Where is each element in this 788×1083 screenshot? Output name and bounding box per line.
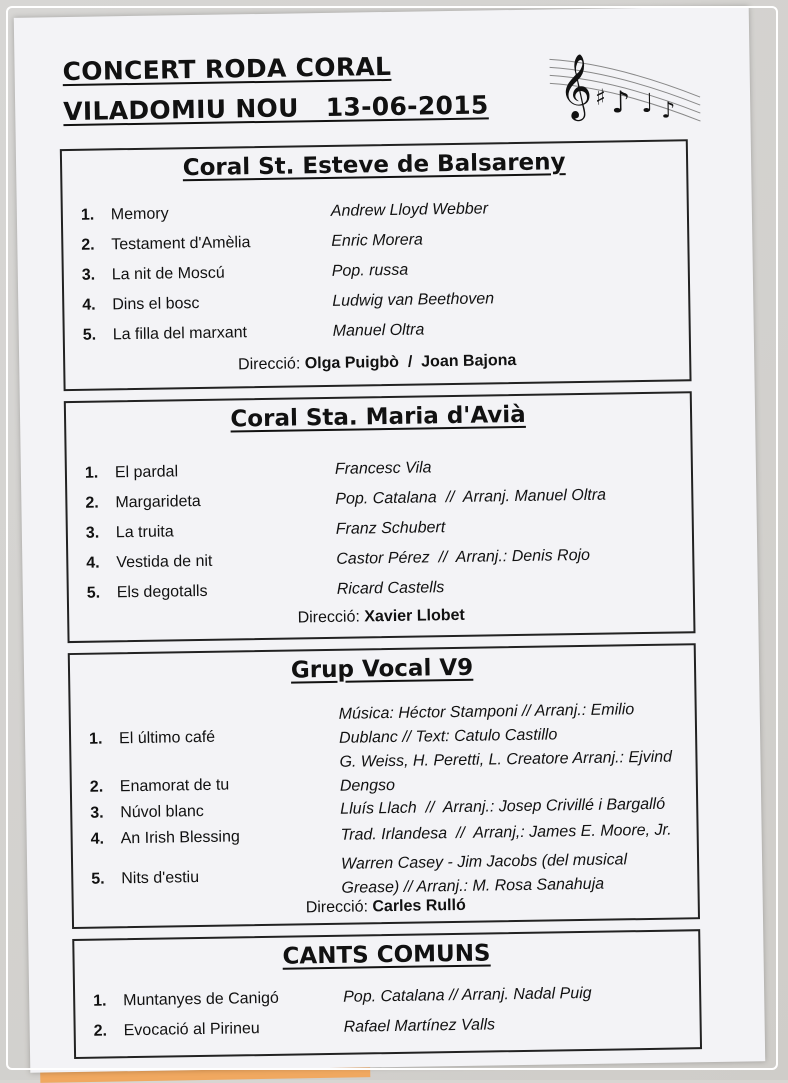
section-title: Coral St. Esteve de Balsareny [182,149,566,182]
program-title: CONCERT RODA CORAL [62,51,392,87]
music-notes-icon [544,37,705,130]
song-title: An Irish Blessing [120,828,240,848]
section-title: CANTS COMUNS [282,940,491,970]
song-title: Margarideta [115,492,201,512]
composer: Castor Pérez // Arranj.: Denis Rojo [336,546,591,568]
item-number: 4. [90,830,105,848]
item-number: 2. [89,778,104,796]
section-title: Coral Sta. Maria d'Avià [230,401,526,433]
item-number: 3. [81,266,96,284]
direction-line [65,349,689,377]
director-name: Xavier Llobet [364,606,465,626]
song-title: Muntanyes de Canigó [123,989,279,1010]
svg-text:♪: ♪ [610,85,631,121]
item-number: 3. [90,804,104,822]
item-number: 1. [84,464,99,482]
composer: Andrew Lloyd Webber [330,200,489,220]
item-number: 5. [86,584,101,602]
composer: Ludwig van Beethoven [332,290,495,310]
direction-label: Direcció: [237,355,301,374]
list-item [64,257,688,291]
list-item [68,545,692,579]
direction-label: Direcció: [297,608,360,627]
list-item [67,485,691,519]
song-title: Testament d'Amèlia [111,234,251,254]
section-title: Grup Vocal V9 [290,654,474,684]
director-name: Carles Rulló [372,896,466,916]
list-item [75,983,699,1017]
composer: Manuel Oltra [332,321,425,340]
item-number: 1. [80,206,95,224]
item-number: 1. [93,992,107,1010]
song-title: Dins el bosc [112,294,200,314]
director-name: Olga Puigbò / Joan Bajona [304,351,517,373]
composer: G. Weiss, H. Peretti, L. Creatore Arranj.: Ejvind Dengso [339,748,673,795]
list-item [63,227,687,261]
song-title: Núvol blanc [120,802,204,822]
item-number: 1. [88,730,103,748]
section-balsareny [60,139,692,391]
composer: Warren Casey - Jim Jacobs (del musical Grease) // Arranj.: M. Rosa Sanahuja [340,851,628,897]
song-title: La nit de Moscú [111,264,225,284]
item-number: 4. [82,296,96,314]
song-title: Nits d'estiu [121,869,200,888]
composer: Pop. Catalana // Arranj. Nadal Puig [343,984,592,1006]
item-number: 3. [85,524,100,542]
section-grup-vocal [68,643,700,929]
composer: Ricard Castells [336,579,445,598]
list-item [64,287,688,321]
song-title: Vestida de nit [116,552,213,572]
song-title: La filla del marxant [112,324,248,344]
composer: Rafael Martínez Valls [343,1016,496,1036]
direction-label: Direcció: [305,898,369,917]
svg-text:♩: ♩ [640,88,654,119]
item-number: 5. [91,870,105,888]
svg-text:♯: ♯ [594,85,606,111]
item-number: 2. [85,494,99,512]
song-title: La truita [115,523,174,542]
composer: Pop. russa [331,261,409,280]
item-number: 2. [93,1022,108,1040]
composer: Música: Héctor Stamponi // Arranj.: Emilio Dublanc // Text: Catulo Castillo [338,701,635,747]
song-title: Els degotalls [116,582,208,602]
composer: Franz Schubert [335,519,446,538]
item-number: 2. [81,236,95,254]
list-item [65,317,689,351]
song-title: El pardal [114,463,179,482]
song-title: Enamorat de tu [119,776,230,796]
list-item [67,455,691,489]
section-avia [64,391,696,643]
item-number: 5. [82,326,97,344]
item-number: 4. [86,554,100,572]
composer: Pop. Catalana // Arranj. Manuel Oltra [335,486,607,508]
song-title: El último café [118,728,216,748]
list-item [68,515,692,549]
composer: Lluís Llach // Arranj.: Josep Crivillé i Bargalló [340,795,666,818]
composer: Enric Morera [331,231,424,250]
composer: Francesc Vila [334,459,432,478]
svg-text:𝄞: 𝄞 [558,53,593,120]
list-item [76,1013,700,1047]
section-cants-comuns [72,929,702,1059]
list-item [71,745,696,803]
svg-text:♪: ♪ [661,98,676,124]
composer: Trad. Irlandesa // Arranj,: James E. Moore, Jr. [340,821,672,844]
concert-program-sheet [14,6,765,1072]
song-title: Memory [110,205,169,224]
song-title: Evocació al Pirineu [123,1020,260,1040]
list-item [63,197,687,231]
program-venue-date: VILADOMIU NOU 13-06-2015 [63,90,489,127]
